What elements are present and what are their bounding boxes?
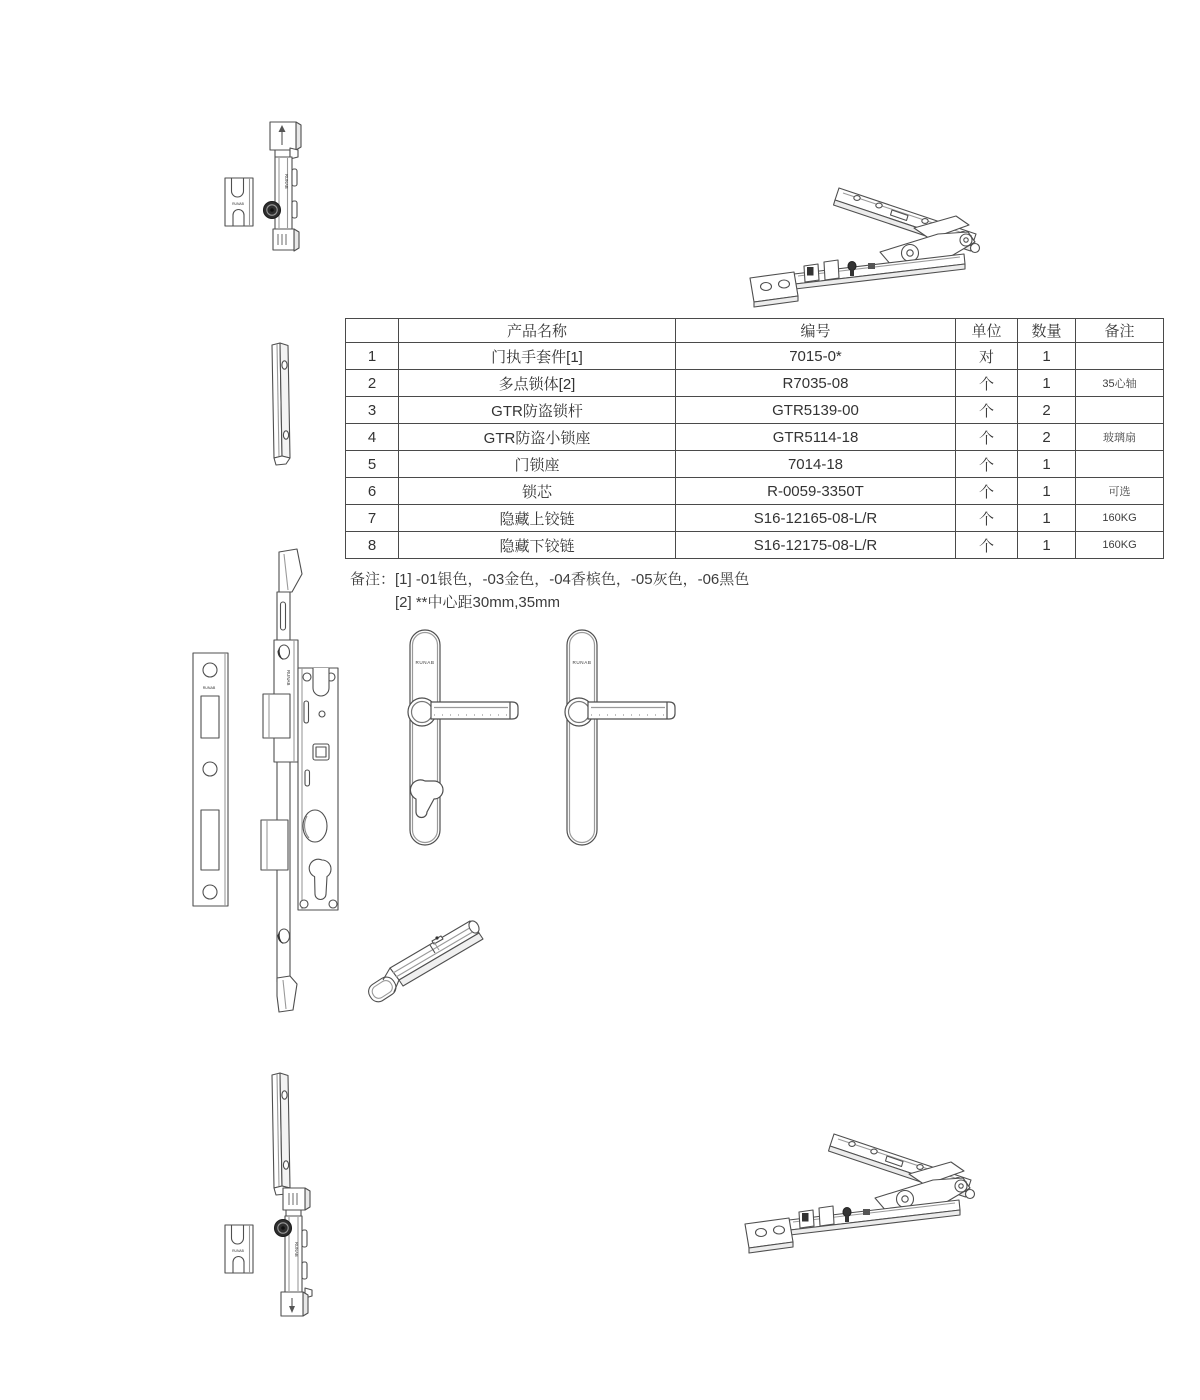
header-row [346,319,1164,343]
table-row: 3 GTR防盗锁杆 GTR5139-00 个 2 [346,397,1164,424]
brand-mark: RUNAB [415,660,435,665]
lock-bar [264,122,302,251]
brand-mark: RUNAB [572,660,592,665]
footnote-line: [2] **中心距30mm,35mm [395,594,561,611]
footnote-line: 备注：[1] -01银色，-03金色，-04香槟色，-05灰色，-06黑色 [350,571,750,588]
footnotes [350,568,749,614]
col-remark: 备注 [1076,319,1164,343]
brand-mark: RUNAB [232,1249,244,1253]
table-row: 6 锁芯 R-0059-3350T 个 1 可选 [346,478,1164,505]
handle-plain [565,630,675,845]
table-row: 5 门锁座 7014-18 个 1 [346,451,1164,478]
small-strike-plate-bottom-drawing [252,1062,312,1202]
col-qty: 数量 [1018,319,1076,343]
brand-mark: RUNAB [232,202,244,206]
col-index [346,319,399,343]
lock-bar [275,1188,313,1316]
footnote-label: 备注： [350,571,396,588]
friction-hinge-top-drawing [742,172,992,322]
table-row: 4 GTR防盗小锁座 GTR5114-18 个 2 玻璃扇 [346,424,1164,451]
col-unit: 单位 [956,319,1018,343]
brand-mark: RUNAB [284,174,289,189]
hinge-track [750,254,965,307]
door-strike-plate [193,653,228,906]
friction-hinge-bottom-drawing [737,1118,987,1268]
lock-body-faceplate [298,668,338,910]
parts-table [345,318,1164,559]
lock-cylinder-drawing [362,908,497,1013]
table-row: 2 多点锁体[2] R7035-08 个 1 35心轴 [346,370,1164,397]
lock-rod [261,549,302,1012]
keeper-clip [225,178,253,226]
brand-mark: RUNAB [202,686,216,690]
keeper-clip [225,1225,253,1273]
brand-mark: RUNAB [294,1242,299,1257]
table-row: 8 隐藏下铰链 S16-12175-08-L/R 个 1 160KG [346,532,1164,559]
espagnolette-bar-top-drawing [215,112,315,252]
col-code: 编号 [676,319,956,343]
door-handle-pair-drawing [400,620,700,865]
small-strike-plate-top-drawing [252,332,312,472]
hinge-track [745,1200,960,1253]
espagnolette-bar-bottom-drawing [215,1182,325,1317]
multipoint-lock-assembly-drawing [185,548,350,1013]
handle-with-cylinder-hole [408,630,518,845]
brand-mark: RUNAB [286,670,291,686]
table-row: 7 隐藏上铰链 S16-12165-08-L/R 个 1 160KG [346,505,1164,532]
col-product-name: 产品名称 [399,319,676,343]
table-row: 1 门执手套件[1] 7015-0* 对 1 [346,343,1164,370]
